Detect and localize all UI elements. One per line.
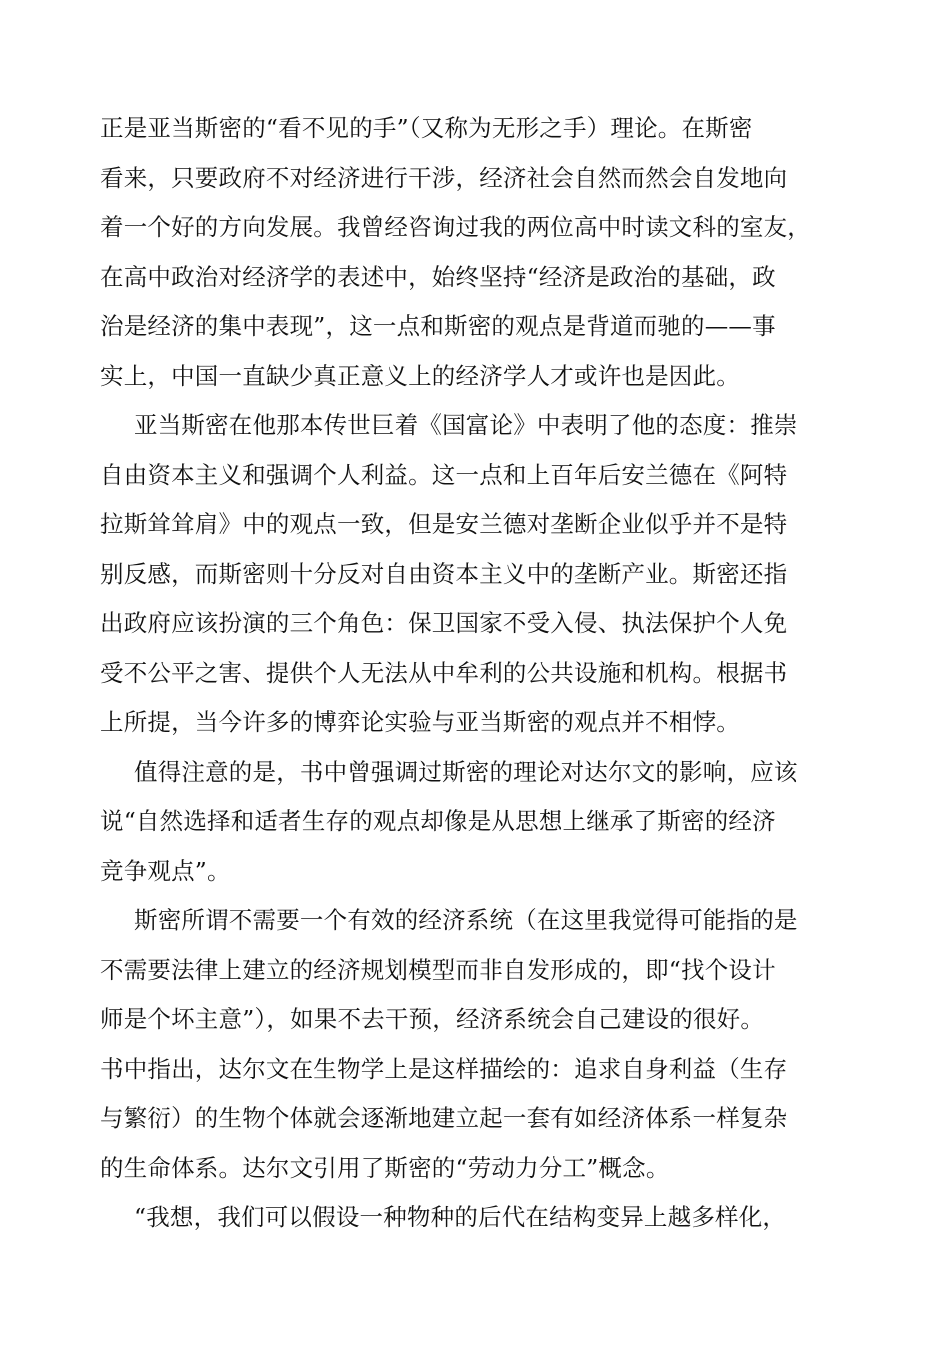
text-line: 书中指出，达尔文在生物学上是这样描绘的：追求自身利益（生存 — [100, 1055, 788, 1083]
paragraph-first-line: 值得注意的是，书中曾强调过斯密的理论对达尔文的影响，应该 — [134, 758, 798, 786]
text-line: 说“自然选择和适者生存的观点却像是从思想上继承了斯密的经济 — [100, 807, 776, 835]
paragraph-first-line: “我想，我们可以假设一种物种的后代在结构变异上越多样化， — [134, 1203, 787, 1231]
text-line: 受不公平之害、提供个人无法从中牟利的公共设施和机构。根据书 — [100, 659, 788, 687]
text-line: 与繁衍）的生物个体就会逐渐地建立起一套有如经济体系一样复杂 — [100, 1104, 788, 1132]
text-line: 别反感，而斯密则十分反对自由资本主义中的垄断产业。斯密还指 — [100, 560, 788, 588]
text-line: 实上，中国一直缺少真正意义上的经济学人才或许也是因此。 — [100, 362, 740, 390]
text-line: 上所提，当今许多的博弈论实验与亚当斯密的观点并不相悖。 — [100, 708, 740, 736]
text-line: 竞争观点”。 — [100, 857, 231, 885]
text-line: 治是经济的集中表现”，这一点和斯密的观点是背道而驰的——事 — [100, 312, 776, 340]
text-line: 自由资本主义和强调个人利益。这一点和上百年后安兰德在《阿特 — [100, 461, 788, 489]
paragraph-first-line: 亚当斯密在他那本传世巨着《国富论》中表明了他的态度：推崇 — [134, 411, 798, 439]
text-line: 的生命体系。达尔文引用了斯密的“劳动力分工”概念。 — [100, 1154, 670, 1182]
paragraph-first-line: 斯密所谓不需要一个有效的经济系统（在这里我觉得可能指的是 — [134, 906, 798, 934]
text-line: 看来，只要政府不对经济进行干涉，经济社会自然而然会自发地向 — [100, 164, 788, 192]
text-line: 正是亚当斯密的“看不见的手”（又称为无形之手）理论。在斯密 — [100, 114, 753, 142]
text-line: 出政府应该扮演的三个角色：保卫国家不受入侵、执法保护个人免 — [100, 609, 788, 637]
text-line: 着一个好的方向发展。我曾经咨询过我的两位高中时读文科的室友， — [100, 213, 811, 241]
text-line: 不需要法律上建立的经济规划模型而非自发形成的，即“找个设计 — [100, 956, 776, 984]
text-line: 拉斯耸耸肩》中的观点一致，但是安兰德对垄断企业似乎并不是特 — [100, 510, 788, 538]
text-line: 在高中政治对经济学的表述中，始终坚持“经济是政治的基础，政 — [100, 263, 776, 291]
text-line: 师是个坏主意”），如果不去干预，经济系统会自己建设的很好。 — [100, 1005, 765, 1033]
